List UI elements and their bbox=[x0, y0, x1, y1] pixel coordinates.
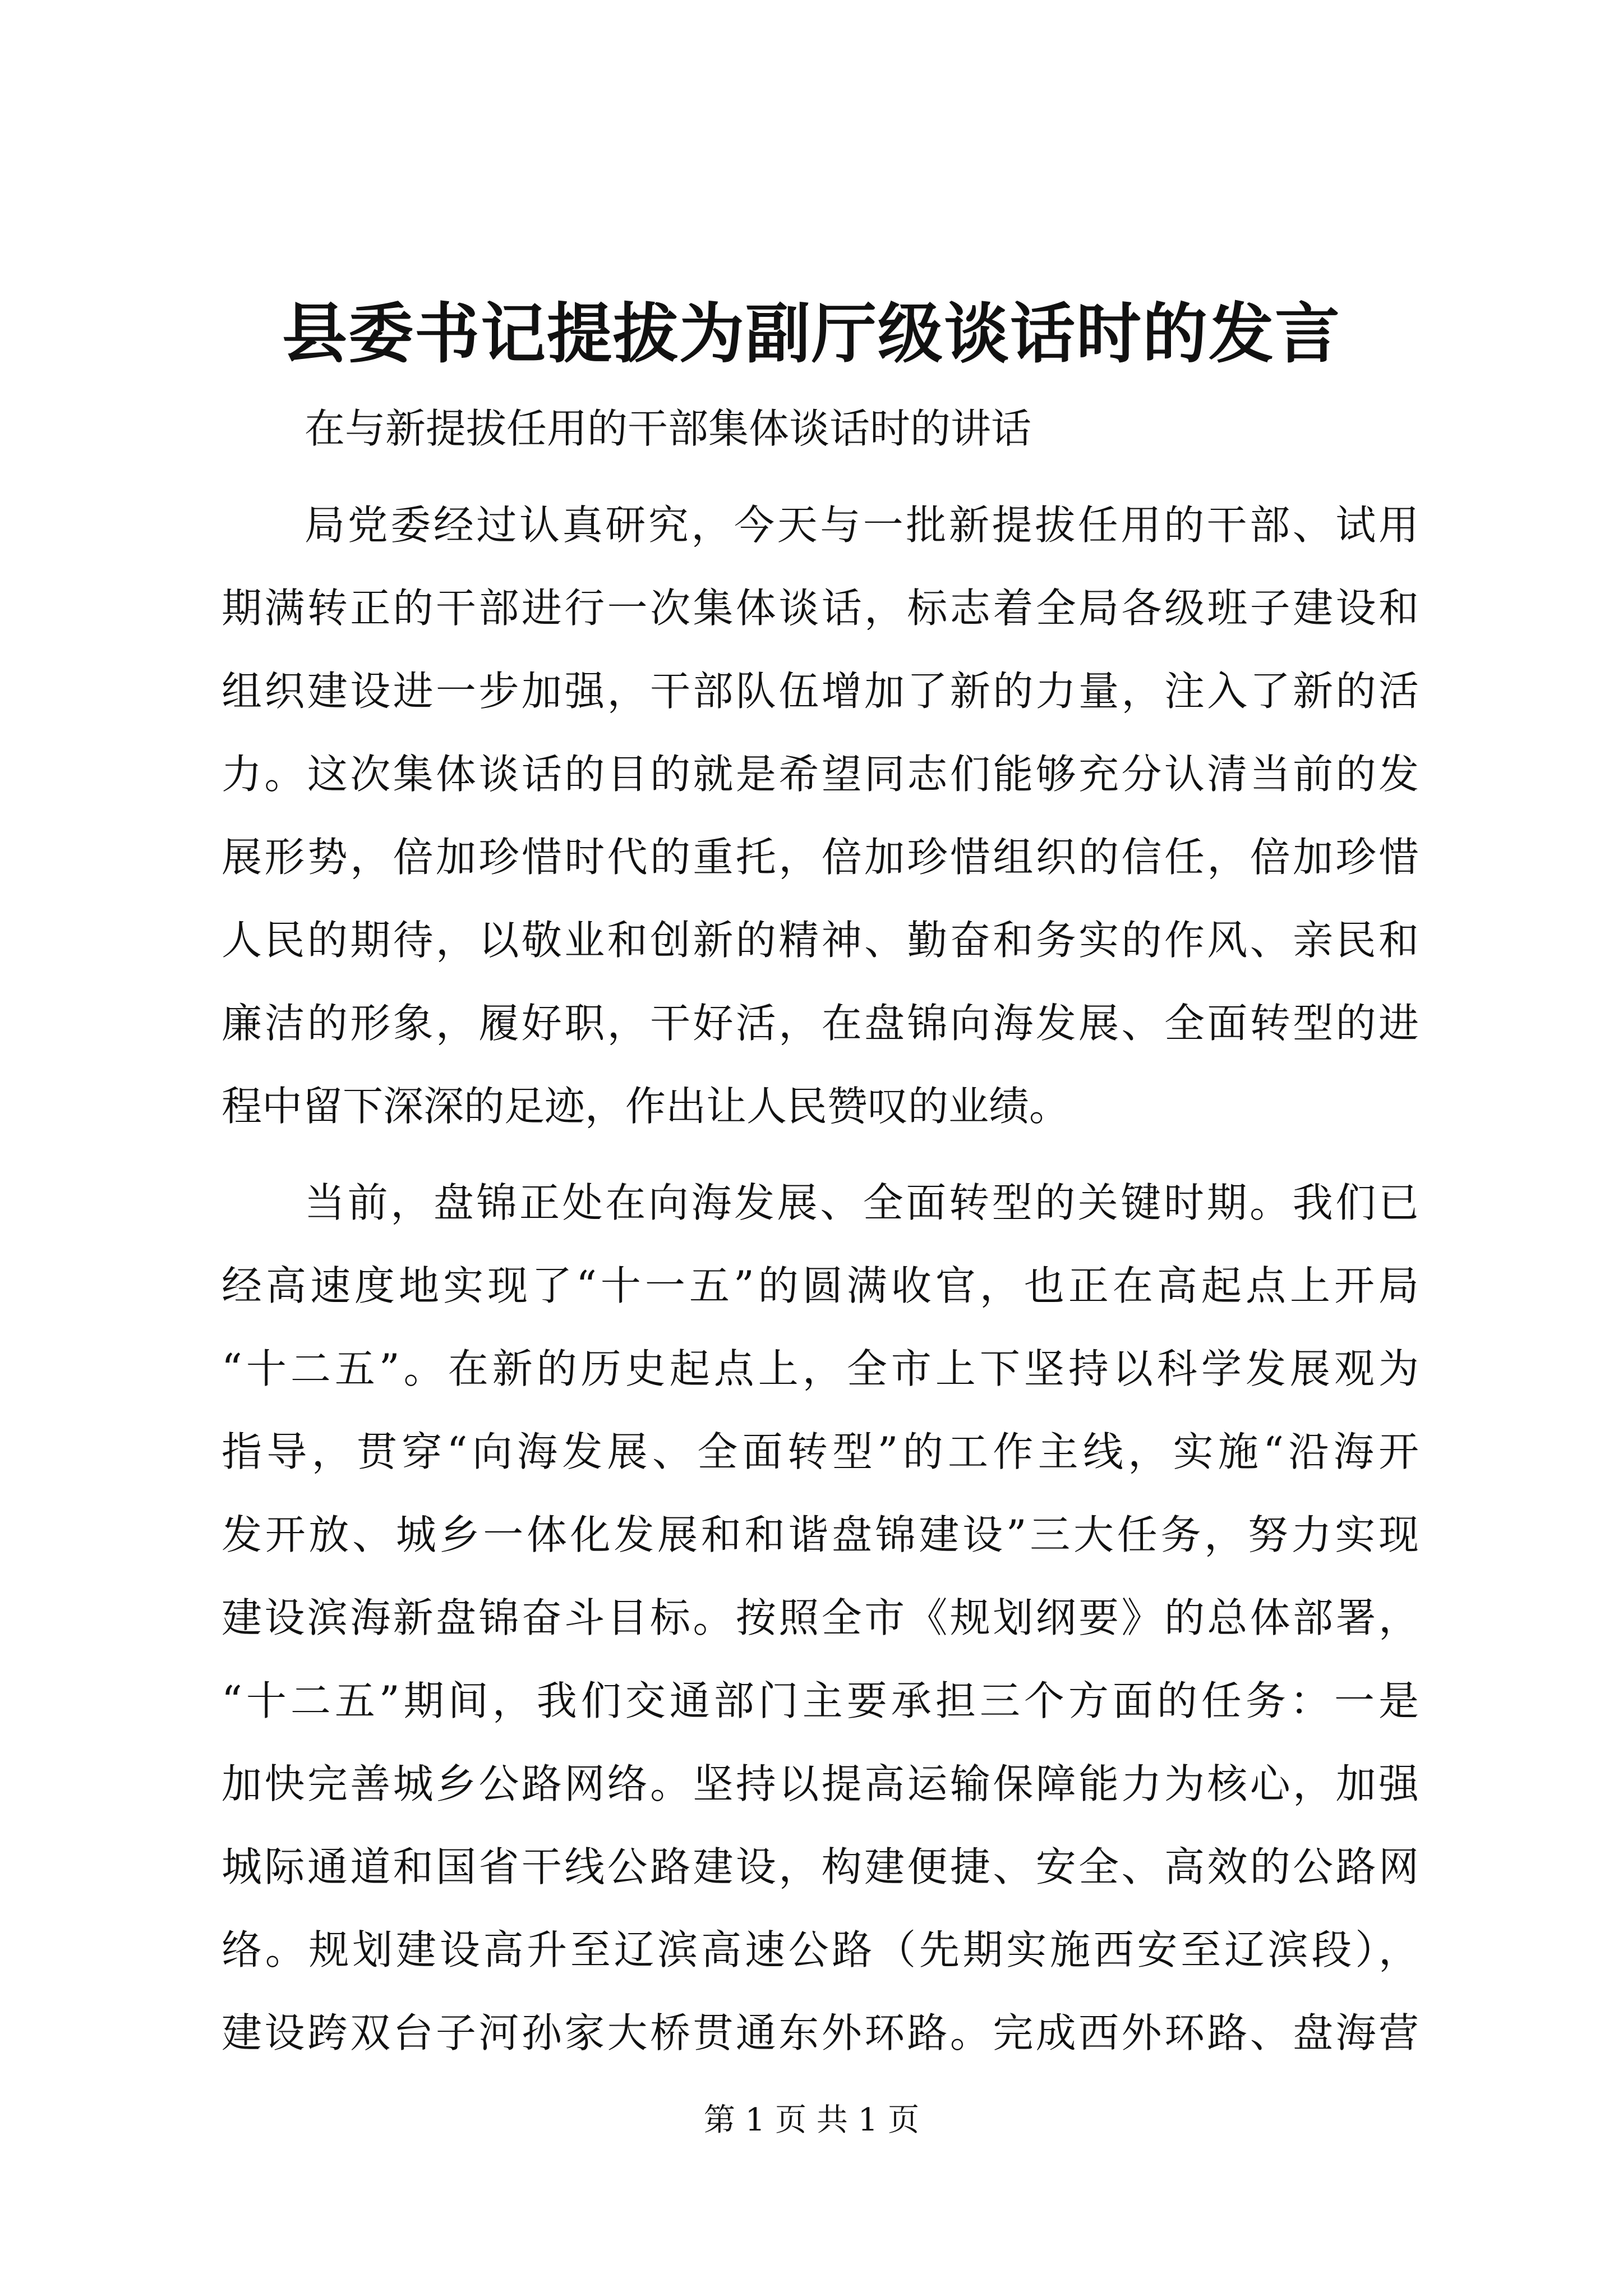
paragraph-line: 组织建设进一步加强，干部队伍增加了新的力量，注入了新的活 bbox=[222, 668, 1419, 715]
document-title: 县委书记提拔为副厅级谈话时的发言 bbox=[282, 296, 1341, 372]
paragraph-gap bbox=[222, 1148, 1419, 1161]
paragraph-line: “十二五”期间，我们交通部门主要承担三个方面的任务：一是 bbox=[222, 1677, 1419, 1724]
paragraph-line: 当前，盘锦正处在向海发展、全面转型的关键时期。我们已 bbox=[305, 1179, 1419, 1226]
paragraph-line: 程中留下深深的足迹，作出让人民赞叹的业绩。 bbox=[222, 1083, 1070, 1130]
paragraph-line: 发开放、城乡一体化发展和和谐盘锦建设”三大任务，努力实现 bbox=[222, 1511, 1419, 1558]
paragraph-line: “十二五”。在新的历史起点上，全市上下坚持以科学发展观为 bbox=[222, 1345, 1419, 1392]
subtitle-line: 在与新提拔任用的干部集体谈话时的讲话 bbox=[305, 405, 1032, 452]
paragraph-line: 力。这次集体谈话的目的就是希望同志们能够充分认清当前的发 bbox=[222, 751, 1419, 798]
paragraph-line: 建设跨双台子河孙家大桥贯通东外环路。完成西外环路、盘海营 bbox=[222, 2009, 1419, 2056]
paragraph-line: 人民的期待，以敬业和创新的精神、勤奋和务实的作风、亲民和 bbox=[222, 917, 1419, 964]
paragraph-line: 建设滨海新盘锦奋斗目标。按照全市《规划纲要》的总体部署， bbox=[222, 1594, 1419, 1641]
paragraph-line: 廉洁的形象，履好职，干好活，在盘锦向海发展、全面转型的进 bbox=[222, 1000, 1419, 1047]
paragraph-line: 展形势，倍加珍惜时代的重托，倍加珍惜组织的信任，倍加珍惜 bbox=[222, 834, 1419, 881]
paragraph-line: 加快完善城乡公路网络。坚持以提高运输保障能力为核心，加强 bbox=[222, 1760, 1419, 1807]
paragraph-line: 络。规划建设高升至辽滨高速公路（先期实施西安至辽滨段）， bbox=[222, 1926, 1419, 1973]
paragraph-2 bbox=[222, 1161, 1419, 2074]
paragraph-1 bbox=[222, 484, 1419, 1148]
paragraph-line: 城际通道和国省干线公路建设，构建便捷、安全、高效的公路网 bbox=[222, 1843, 1419, 1890]
paragraph-line: 指导，贯穿“向海发展、全面转型”的工作主线，实施“沿海开 bbox=[222, 1428, 1419, 1475]
paragraph-line: 经高速度地实现了“十一五”的圆满收官，也正在高起点上开局 bbox=[222, 1262, 1419, 1309]
page-footer: 第 1 页 共 1 页 bbox=[703, 2102, 920, 2138]
paragraph-line: 局党委经过认真研究，今天与一批新提拔任用的干部、试用 bbox=[305, 501, 1419, 549]
document-body bbox=[222, 387, 1419, 2074]
paragraph-line: 期满转正的干部进行一次集体谈话，标志着全局各级班子建设和 bbox=[222, 585, 1419, 632]
paragraph-gap bbox=[222, 470, 1419, 484]
